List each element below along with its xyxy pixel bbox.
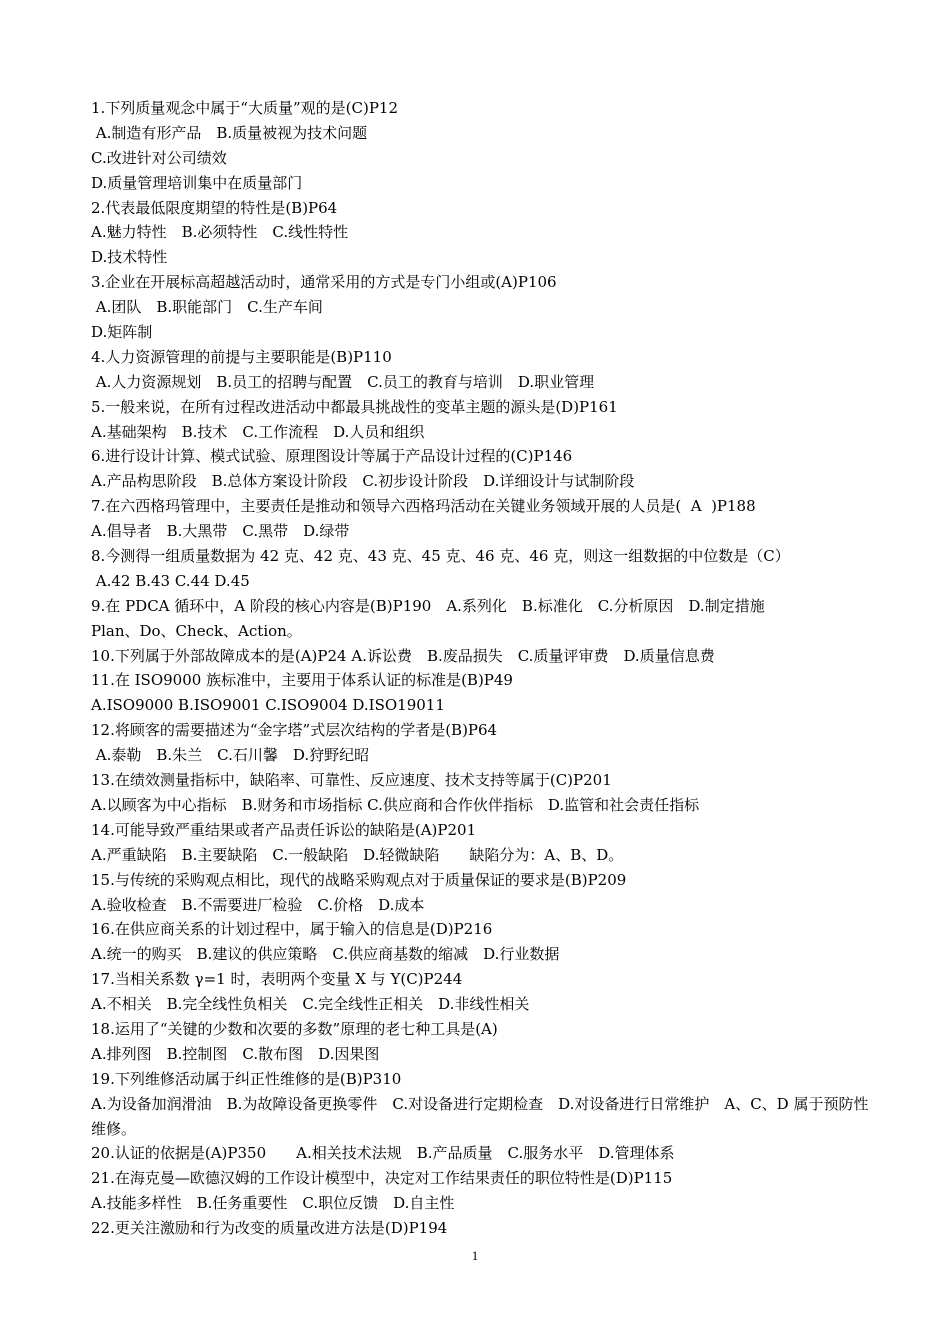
text-line: A.ISO9000 B.ISO9001 C.ISO9004 D.ISO19011 [91, 696, 445, 715]
text-line: 19.下列维修活动属于纠正性维修的是(B)P310 [91, 1069, 402, 1088]
text-line: 9.在 PDCA 循环中，A 阶段的核心内容是(B)P190 A.系列化 B.标准化 C.分析原因 D.制定措施 [91, 596, 765, 615]
text-line: 5.一般来说，在所有过程改进活动中都最具挑战性的变革主题的源头是(D)P161 [91, 397, 618, 416]
text-line: 20.认证的依据是(A)P350 A.相关技术法规 B.产品质量 C.服务水平 D.管理体系 [91, 1144, 675, 1163]
text-line: D.技术特性 [91, 248, 168, 267]
text-line: 11.在 ISO9000 族标准中，主要用于体系认证的标准是(B)P49 [91, 671, 513, 690]
text-line: 6.进行设计计算、模式试验、原理图设计等属于产品设计过程的(C)P146 [91, 447, 573, 466]
text-line: A.产品构思阶段 B.总体方案设计阶段 C.初步设计阶段 D.详细设计与试制阶段 [91, 472, 635, 491]
text-line: 14.可能导致严重结果或者产品责任诉讼的缺陷是(A)P201 [91, 820, 477, 839]
text-line: A.排列图 B.控制图 C.散布图 D.因果图 [91, 1044, 380, 1063]
text-line: 17.当相关系数 γ=1 时，表明两个变量 X 与 Y(C)P244 [91, 970, 463, 989]
text-line: 3.企业在开展标高超越活动时，通常采用的方式是专门小组或(A)P106 [91, 273, 557, 292]
text-line: A.统一的购买 B.建议的供应策略 C.供应商基数的缩减 D.行业数据 [91, 945, 560, 964]
text-line: 10.下列属于外部故障成本的是(A)P24 A.诉讼费 B.废品损失 C.质量评审费 D.质量信息费 [91, 646, 715, 665]
text-line: D.质量管理培训集中在质量部门 [91, 173, 303, 192]
text-line: A.倡导者 B.大黑带 C.黑带 D.绿带 [91, 522, 350, 541]
text-line: A.泰勒 B.朱兰 C.石川馨 D.狩野纪昭 [91, 746, 370, 765]
text-line: A.基础架构 B.技术 C.工作流程 D.人员和组织 [91, 422, 425, 441]
text-line: A.以顾客为中心指标 B.财务和市场指标 C.供应商和合作伙伴指标 D.监管和社会责任指标 [91, 795, 700, 814]
text-line: A.人力资源规划 B.员工的招聘与配置 C.员工的教育与培训 D.职业管理 [91, 372, 595, 391]
text-line: A.严重缺陷 B.主要缺陷 C.一般缺陷 D.轻微缺陷 缺陷分为：A、B、D。 [91, 845, 624, 864]
text-line: A.不相关 B.完全线性负相关 C.完全线性正相关 D.非线性相关 [91, 995, 530, 1014]
text-line: 7.在六西格玛管理中，主要责任是推动和领导六西格玛活动在关键业务领域开展的人员是( A )P188 [91, 497, 756, 516]
text-line: C.改进针对公司绩效 [91, 148, 227, 167]
page-number: 1 [471, 1248, 479, 1263]
text-line: A.魅力特性 B.必须特性 C.线性特性 [91, 223, 349, 242]
text-line: 12.将顾客的需要描述为“金字塔”式层次结构的学者是(B)P64 [91, 721, 498, 740]
text-line: 15.与传统的采购观点相比，现代的战略采购观点对于质量保证的要求是(B)P209 [91, 870, 627, 889]
text-line: A.验收检查 B.不需要进厂检验 C.价格 D.成本 [91, 895, 425, 914]
text-line: 2.代表最低限度期望的特性是(B)P64 [91, 198, 338, 217]
text-line: 4.人力资源管理的前提与主要职能是(B)P110 [91, 347, 392, 366]
text-line: Plan、Do、Check、Action。 [91, 621, 302, 640]
text-line: 8.今测得一组质量数据为 42 克、42 克、43 克、45 克、46 克、46 克，则这一组数据的中位数是（C） [91, 547, 790, 566]
text-line: 21.在海克曼—欧德汉姆的工作设计模型中，决定对工作结果责任的职位特性是(D)P115 [91, 1169, 673, 1188]
text-line: 16.在供应商关系的计划过程中，属于输入的信息是(D)P216 [91, 920, 493, 939]
document-body [91, 96, 871, 1241]
text-line: A.为设备加润滑油 B.为故障设备更换零件 C.对设备进行定期检查 D.对设备进行日常维护 A、C、D 属于预防性维修。 [91, 1094, 869, 1138]
text-line: 13.在绩效测量指标中，缺陷率、可靠性、反应速度、技术支持等属于(C)P201 [91, 771, 612, 790]
text-line: D.矩阵制 [91, 323, 153, 342]
text-line: A.制造有形产品 B.质量被视为技术问题 [91, 123, 368, 142]
text-line: A.技能多样性 B.任务重要性 C.职位反馈 D.自主性 [91, 1194, 455, 1213]
text-line: A.42 B.43 C.44 D.45 [91, 571, 250, 590]
text-line: A.团队 B.职能部门 C.生产车间 [91, 298, 323, 317]
text-line: 1.下列质量观念中属于“大质量”观的是(C)P12 [91, 99, 399, 117]
text-line: 18.运用了“关键的少数和次要的多数”原理的老七种工具是(A) [91, 1019, 498, 1038]
text-line: 22.更关注激励和行为改变的质量改进方法是(D)P194 [91, 1219, 448, 1238]
